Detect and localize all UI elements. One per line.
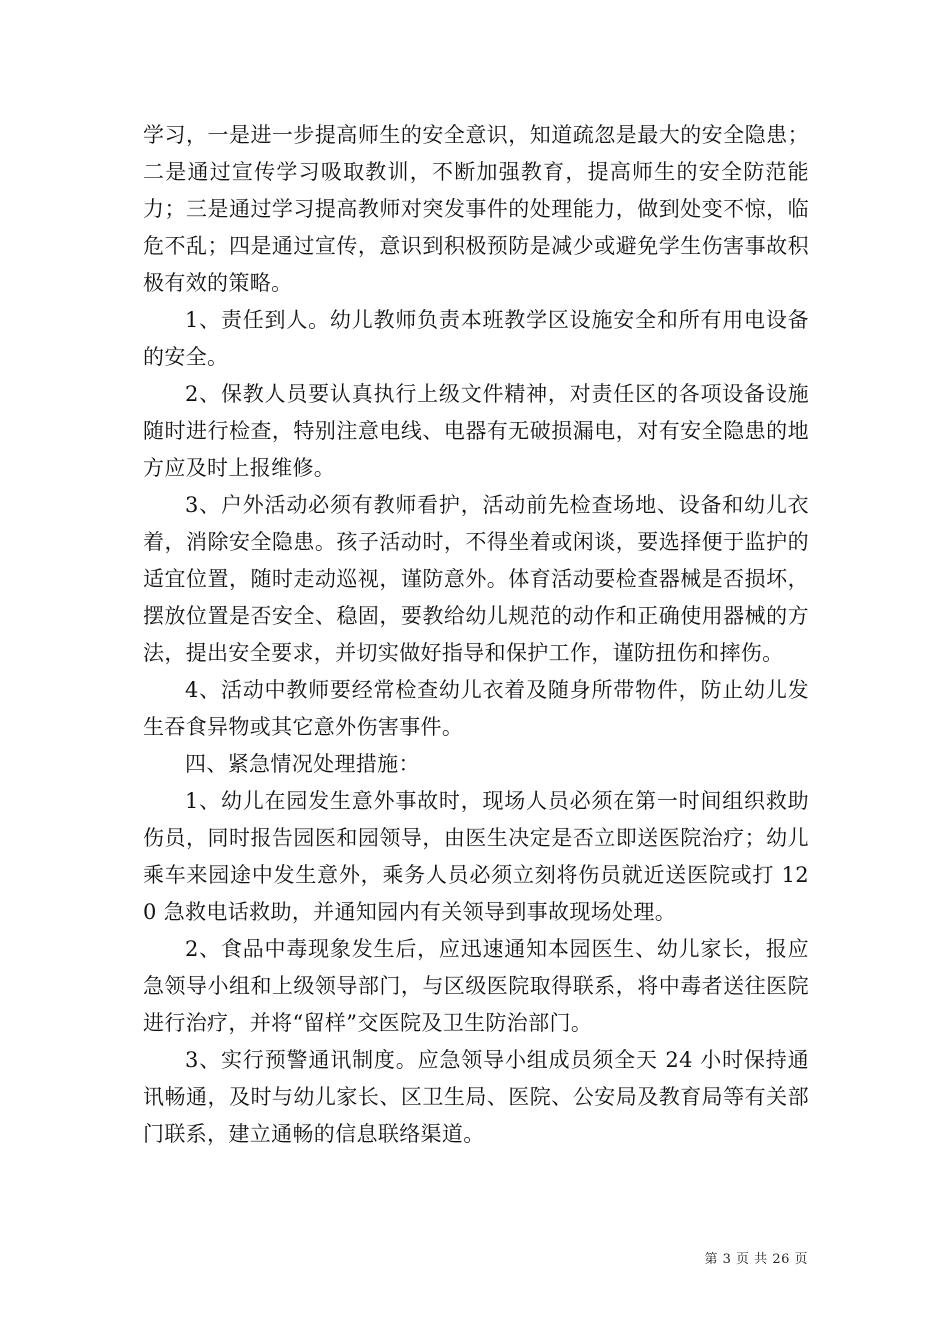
- paragraph-item-3-outdoor-activity: 3、户外活动必须有教师看护，活动前先检查场地、设备和幼儿衣着，消除安全隐患。孩子活动时，不得坐着或闲谈，要选择便于监护的适宜位置，随时走动巡视，谨防意外。体育活动要检查器械是否损坏，摆放位置是否安全、稳固，要教给幼儿规范的动作和正确使用器械的方法，提出安全要求，并切实做好指导和保护工作，谨防扭伤和摔伤。: [143, 493, 809, 665]
- document-body: [143, 117, 809, 1153]
- paragraph-item-2-inspection: 2、保教人员要认真执行上级文件精神，对责任区的各项设备设施随时进行检查，特别注意电线、电器有无破损漏电，对有安全隐患的地方应及时上报维修。: [143, 382, 809, 480]
- paragraph-emergency-3-communication: 3、实行预警通讯制度。应急领导小组成员须全天 24 小时保持通讯畅通，及时与幼儿家长、区卫生局、医院、公安局及教育局等有关部门联系，建立通畅的信息联络渠道。: [143, 1048, 809, 1146]
- paragraph-item-4-belongings: 4、活动中教师要经常检查幼儿衣着及随身所带物件，防止幼儿发生吞食异物或其它意外伤害事件。: [143, 678, 809, 739]
- section-heading-emergency: 四、紧急情况处理措施：: [185, 752, 420, 776]
- paragraph-item-1-responsibility: 1、责任到人。幼儿教师负责本班教学区设施安全和所有用电设备的安全。: [143, 308, 809, 369]
- page-number: 第 3 页 共 26 页: [704, 1252, 808, 1267]
- paragraph-emergency-1-accident: 1、幼儿在园发生意外事故时，现场人员必须在第一时间组织救助伤员，同时报告园医和园领导，由医生决定是否立即送医院治疗；幼儿乘车来园途中发生意外，乘务人员必须立刻将伤员就近送医院或打 120 急救电话救助，并通知园内有关领导到事故现场处理。: [143, 789, 809, 924]
- paragraph-intro-continued: 学习，一是进一步提高师生的安全意识，知道疏忽是最大的安全隐患；二是通过宣传学习吸取教训，不断加强教育，提高师生的安全防范能力；三是通过学习提高教师对突发事件的处理能力，做到处变不惊，临危不乱；四是通过宣传，意识到积极预防是减少或避免学生伤害事故积极有效的策略。: [143, 123, 809, 295]
- paragraph-emergency-2-food-poisoning: 2、食品中毒现象发生后，应迅速通知本园医生、幼儿家长，报应急领导小组和上级领导部门，与区级医院取得联系，将中毒者送往医院进行治疗，并将“留样”交医院及卫生防治部门。: [143, 937, 809, 1035]
